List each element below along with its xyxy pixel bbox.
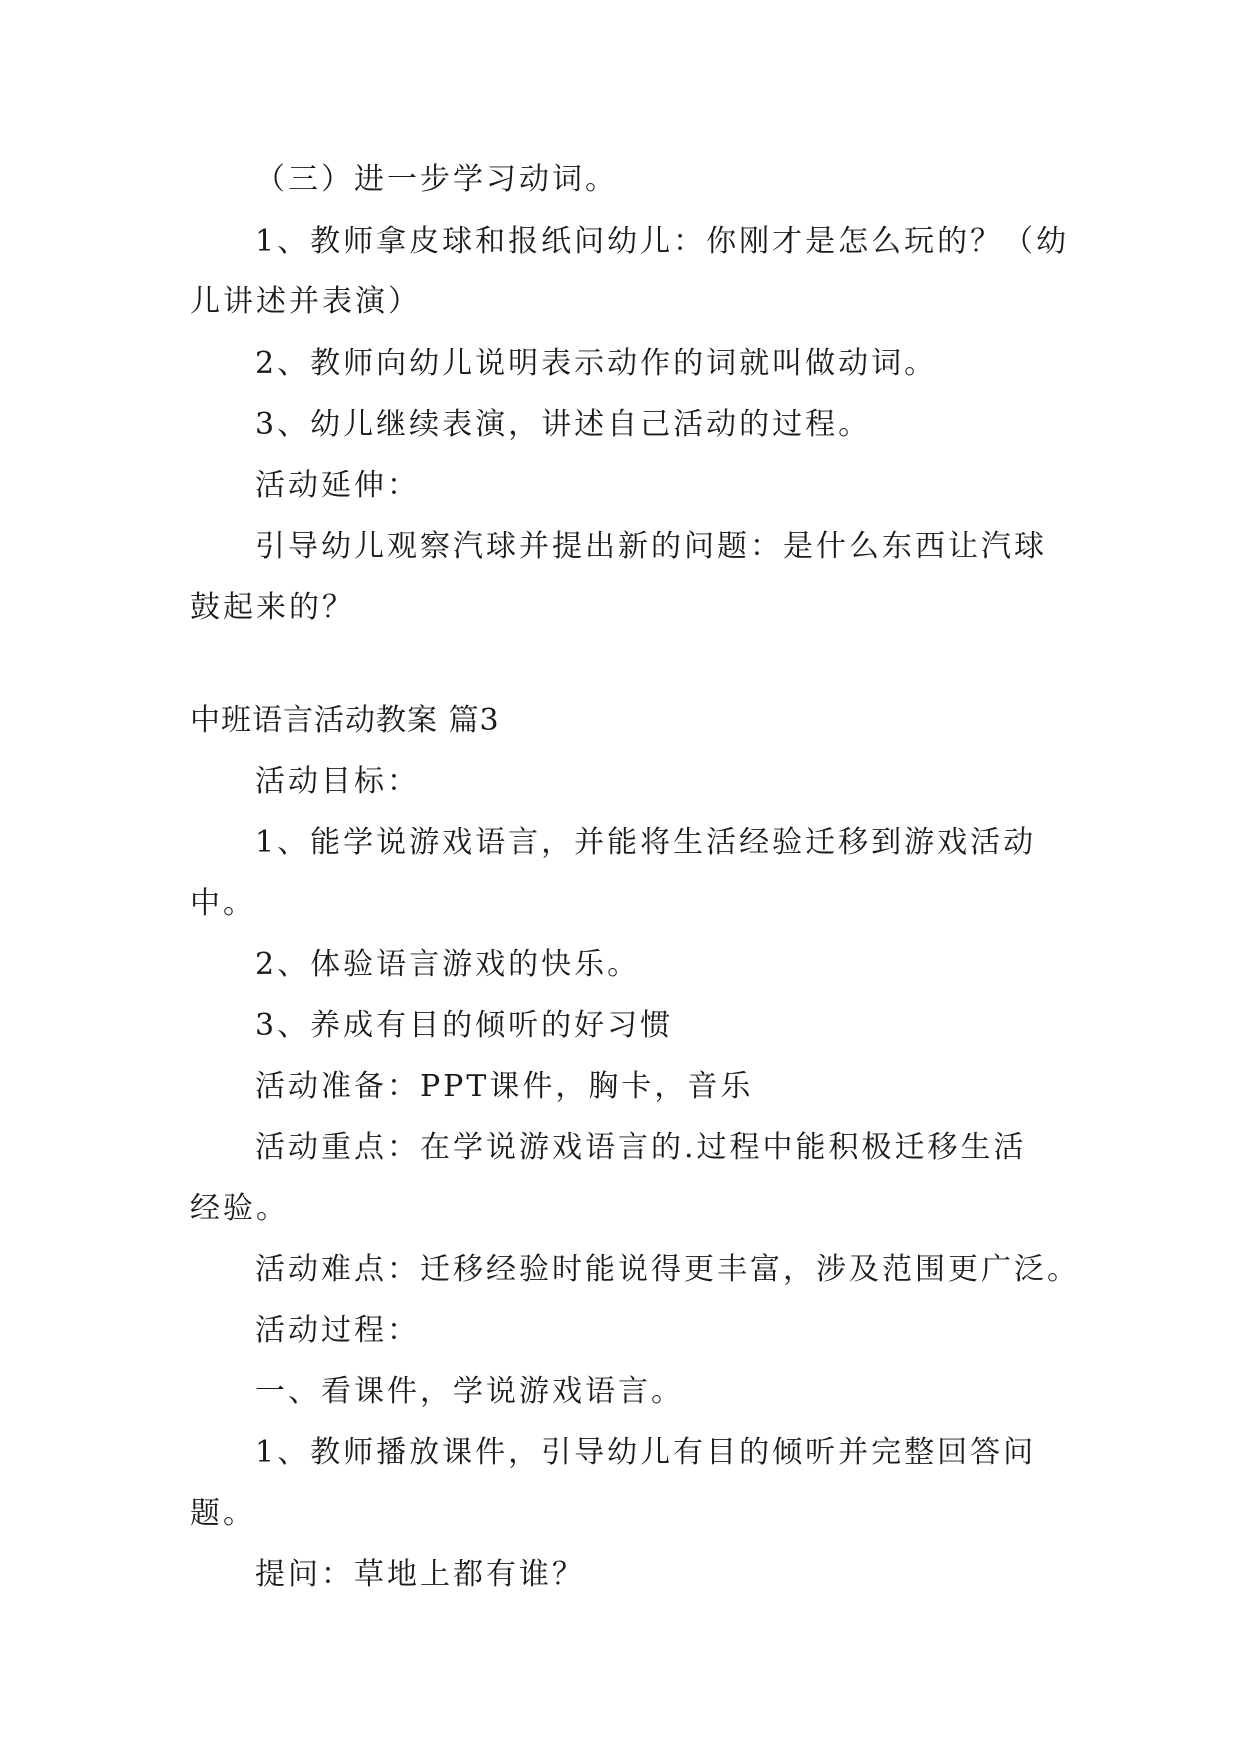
paragraph-line: 1、能学说游戏语言，并能将生活经验迁移到游戏活动 [255, 825, 1037, 860]
paragraph-line: 3、养成有目的倾听的好习惯 [255, 1008, 674, 1043]
paragraph-line: 鼓起来的？ [190, 590, 355, 625]
paragraph-line: 一、看课件，学说游戏语言。 [255, 1374, 684, 1409]
paragraph-line: 题。 [190, 1496, 256, 1531]
paragraph-line: 1、教师播放课件，引导幼儿有目的倾听并完整回答问 [255, 1435, 1037, 1470]
section-heading: （三）进一步学习动词。 [255, 162, 618, 197]
paragraph-line: 儿讲述并表演） [190, 284, 421, 319]
paragraph-line: 活动延伸： [255, 468, 420, 503]
paragraph-line: 2、教师向幼儿说明表示动作的词就叫做动词。 [255, 346, 938, 381]
paragraph-line: 提问：草地上都有谁？ [255, 1557, 585, 1592]
paragraph-line: 活动准备：PPT课件，胸卡，音乐 [255, 1069, 754, 1104]
paragraph-line: 1、教师拿皮球和报纸问幼儿：你刚才是怎么玩的？（幼 [255, 224, 1070, 259]
paragraph-line: 活动难点：迁移经验时能说得更丰富，涉及范围更广泛。 [255, 1252, 1080, 1287]
paragraph-line: 活动过程： [255, 1313, 420, 1348]
document-title: 中班语言活动教案 篇3 [190, 703, 500, 738]
paragraph-line: 引导幼儿观察汽球并提出新的问题：是什么东西让汽球 [255, 529, 1047, 564]
paragraph-line: 中。 [190, 886, 256, 921]
paragraph-line: 3、幼儿继续表演，讲述自己活动的过程。 [255, 407, 872, 442]
paragraph-line: 2、体验语言游戏的快乐。 [255, 947, 641, 982]
paragraph-line: 经验。 [190, 1191, 289, 1226]
paragraph-line: 活动重点：在学说游戏语言的.过程中能积极迁移生活 [255, 1130, 1027, 1165]
paragraph-line: 活动目标： [255, 764, 420, 799]
